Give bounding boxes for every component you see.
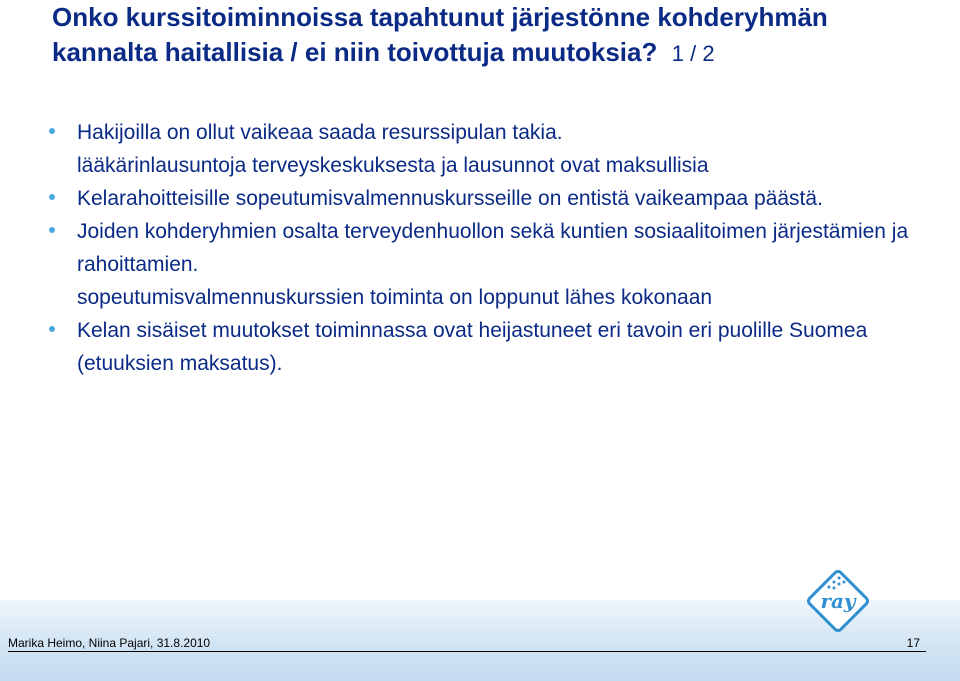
continuation-text: lääkärinlausuntoja terveyskeskuksesta ja lausunnot ovat maksullisia bbox=[77, 154, 709, 177]
continuation-line bbox=[46, 281, 926, 314]
bullet-dot-icon bbox=[49, 326, 55, 332]
title-page-indicator: 1 / 2 bbox=[671, 41, 715, 66]
bullet-dot-icon bbox=[49, 227, 55, 233]
ray-logo-icon bbox=[803, 566, 873, 636]
footer-page-number: 17 bbox=[906, 636, 920, 650]
bullet-text: Joiden kohderyhmien osalta terveydenhuollon sekä kuntien sosiaalitoimen järjestämien ja rahoittamien. bbox=[77, 220, 909, 276]
bullet-item bbox=[46, 314, 926, 380]
bullet-text: Kelan sisäiset muutokset toiminnassa ovat heijastuneet eri tavoin eri puolille Suomea (etuuksien maksatus). bbox=[77, 319, 868, 375]
logo-text: ray bbox=[820, 589, 856, 613]
footer-author: Marika Heimo, Niina Pajari, 31.8.2010 bbox=[8, 636, 211, 650]
bullet-text: Kelarahoitteisille sopeutumisvalmennuskursseille on entistä vaikeampaa päästä. bbox=[77, 187, 823, 210]
continuation-line bbox=[46, 149, 926, 182]
slide-title bbox=[52, 0, 912, 71]
bullet-item bbox=[46, 182, 926, 215]
bullet-dot-icon bbox=[49, 194, 55, 200]
bullet-item bbox=[46, 215, 926, 281]
continuation-text: sopeutumisvalmennuskurssien toiminta on loppunut lähes kokonaan bbox=[77, 286, 713, 309]
footer-divider bbox=[8, 651, 926, 652]
bullet-dot-icon bbox=[49, 128, 55, 134]
bullet-text: Hakijoilla on ollut vaikeaa saada resurssipulan takia. bbox=[77, 121, 563, 144]
slide-title-text: Onko kurssitoiminnoissa tapahtunut järjestönne kohderyhmän kannalta haitallisia / ei niin toivottuja muutoksia? bbox=[52, 2, 828, 67]
slide-body bbox=[46, 116, 926, 380]
bullet-item bbox=[46, 116, 926, 149]
